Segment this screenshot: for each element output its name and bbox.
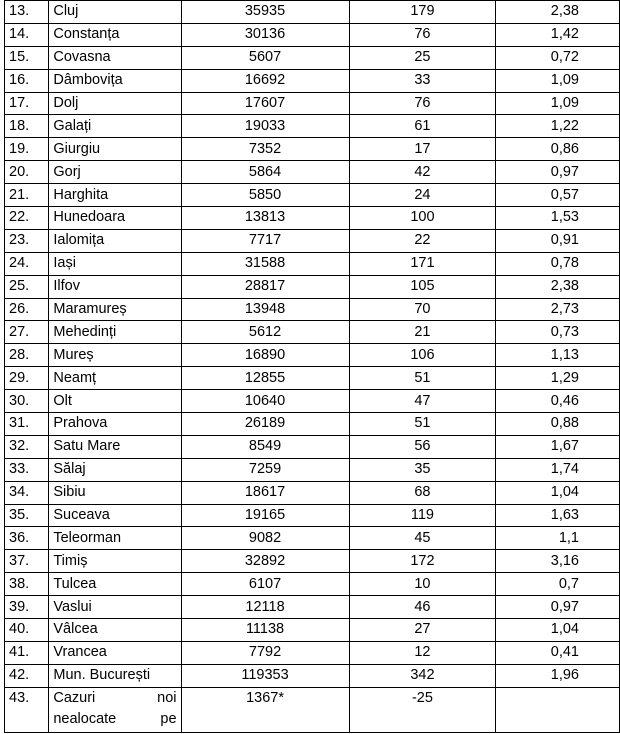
total-cases-cell: 5607 (181, 46, 349, 69)
county-name-cell: Teleorman (49, 527, 181, 550)
incidence-rate-cell: 0,7 (496, 573, 620, 596)
new-cases-cell: 17 (349, 138, 496, 161)
total-cases-cell: 7259 (181, 458, 349, 481)
incidence-rate-cell: 1,96 (496, 664, 620, 687)
table-row (5, 161, 620, 184)
total-cases-cell: 9082 (181, 527, 349, 550)
table-row (5, 367, 620, 390)
new-cases-cell: 42 (349, 161, 496, 184)
new-cases-cell: 342 (349, 664, 496, 687)
table-row (5, 138, 620, 161)
new-cases-cell: 10 (349, 573, 496, 596)
row-number-cell: 38. (5, 573, 49, 596)
table-row (5, 344, 620, 367)
label-line (53, 688, 176, 709)
table-row (5, 46, 620, 69)
county-name-cell: Sălaj (49, 458, 181, 481)
table-body (5, 1, 620, 733)
table-row (5, 619, 620, 642)
incidence-rate-cell: 3,16 (496, 550, 620, 573)
row-number-cell: 36. (5, 527, 49, 550)
incidence-rate-cell: 0,72 (496, 46, 620, 69)
row-number-cell: 40. (5, 619, 49, 642)
total-cases-cell: 5864 (181, 161, 349, 184)
table-row (5, 275, 620, 298)
new-cases-cell: 25 (349, 46, 496, 69)
incidence-rate-cell: 1,04 (496, 619, 620, 642)
incidence-rate-cell (496, 687, 620, 732)
total-cases-cell: 7717 (181, 229, 349, 252)
new-cases-cell: 61 (349, 115, 496, 138)
row-number-cell: 35. (5, 504, 49, 527)
county-name-cell: Dâmbovița (49, 69, 181, 92)
incidence-rate-cell: 1,13 (496, 344, 620, 367)
table-row (5, 207, 620, 230)
total-cases-cell: 32892 (181, 550, 349, 573)
new-cases-cell: 51 (349, 367, 496, 390)
incidence-rate-cell: 1,42 (496, 23, 620, 46)
table-row (5, 321, 620, 344)
table-row (5, 229, 620, 252)
incidence-rate-cell: 1,09 (496, 69, 620, 92)
row-number-cell: 30. (5, 390, 49, 413)
county-name-cell: Hunedoara (49, 207, 181, 230)
total-cases-cell: 18617 (181, 481, 349, 504)
total-cases-cell: 7352 (181, 138, 349, 161)
total-cases-cell: 31588 (181, 252, 349, 275)
total-cases-cell: 19033 (181, 115, 349, 138)
table-row (5, 527, 620, 550)
table-row (5, 92, 620, 115)
county-name-cell: Satu Mare (49, 435, 181, 458)
county-name-cell: Gorj (49, 161, 181, 184)
row-number-cell: 37. (5, 550, 49, 573)
table-row (5, 115, 620, 138)
new-cases-cell: 68 (349, 481, 496, 504)
incidence-rate-cell: 0,73 (496, 321, 620, 344)
new-cases-cell: 119 (349, 504, 496, 527)
incidence-rate-cell: 0,46 (496, 390, 620, 413)
incidence-rate-cell: 0,41 (496, 641, 620, 664)
new-cases-cell: 46 (349, 596, 496, 619)
new-cases-cell: 105 (349, 275, 496, 298)
total-cases-cell: 8549 (181, 435, 349, 458)
incidence-rate-cell: 1,29 (496, 367, 620, 390)
row-number-cell: 33. (5, 458, 49, 481)
county-name-cell: Prahova (49, 413, 181, 436)
total-cases-cell: 19165 (181, 504, 349, 527)
table-row (5, 23, 620, 46)
county-name-cell: Constanța (49, 23, 181, 46)
county-name-cell: Timiș (49, 550, 181, 573)
county-name-cell: Vaslui (49, 596, 181, 619)
row-number-cell: 23. (5, 229, 49, 252)
county-name-cell: Giurgiu (49, 138, 181, 161)
row-number-cell: 31. (5, 413, 49, 436)
county-name-cell: Maramureș (49, 298, 181, 321)
table-row-unallocated (5, 687, 620, 732)
new-cases-cell: 76 (349, 92, 496, 115)
new-cases-cell: 76 (349, 23, 496, 46)
new-cases-cell: 179 (349, 1, 496, 24)
label-word: nealocate (53, 710, 117, 727)
new-cases-cell: 100 (349, 207, 496, 230)
row-number-cell: 27. (5, 321, 49, 344)
total-cases-cell: 1367* (181, 687, 349, 732)
county-name-cell: Vâlcea (49, 619, 181, 642)
county-name-cell: Covasna (49, 46, 181, 69)
incidence-rate-cell: 1,53 (496, 207, 620, 230)
total-cases-cell: 30136 (181, 23, 349, 46)
total-cases-cell: 11138 (181, 619, 349, 642)
county-name-cell: Mun. București (49, 664, 181, 687)
table-row (5, 458, 620, 481)
table-row (5, 435, 620, 458)
row-number-cell: 42. (5, 664, 49, 687)
table-row (5, 184, 620, 207)
row-number-cell: 39. (5, 596, 49, 619)
row-number-cell: 17. (5, 92, 49, 115)
total-cases-cell: 12855 (181, 367, 349, 390)
total-cases-cell: 28817 (181, 275, 349, 298)
row-number-cell: 19. (5, 138, 49, 161)
county-name-cell: Cluj (49, 1, 181, 24)
label-line (53, 709, 176, 730)
total-cases-cell: 7792 (181, 641, 349, 664)
table-row (5, 252, 620, 275)
total-cases-cell: 16692 (181, 69, 349, 92)
table-row (5, 69, 620, 92)
total-cases-cell: 13948 (181, 298, 349, 321)
row-number-cell: 22. (5, 207, 49, 230)
incidence-rate-cell: 1,22 (496, 115, 620, 138)
label-word: Cazuri (53, 689, 96, 706)
row-number-cell: 34. (5, 481, 49, 504)
county-name-cell: Harghita (49, 184, 181, 207)
county-name-cell: Mureș (49, 344, 181, 367)
incidence-rate-cell: 0,57 (496, 184, 620, 207)
new-cases-cell: 51 (349, 413, 496, 436)
table-row (5, 641, 620, 664)
incidence-rate-cell: 2,73 (496, 298, 620, 321)
row-number-cell: 24. (5, 252, 49, 275)
new-cases-cell: 56 (349, 435, 496, 458)
new-cases-cell: 70 (349, 298, 496, 321)
new-cases-cell: 33 (349, 69, 496, 92)
table-row (5, 664, 620, 687)
table-row (5, 298, 620, 321)
county-name-cell: Galați (49, 115, 181, 138)
new-cases-cell: 106 (349, 344, 496, 367)
county-name-cell: Suceava (49, 504, 181, 527)
table-row (5, 596, 620, 619)
total-cases-cell: 35935 (181, 1, 349, 24)
new-cases-cell: 27 (349, 619, 496, 642)
incidence-rate-cell: 0,86 (496, 138, 620, 161)
label-word: noi (157, 689, 177, 706)
row-number-cell: 43. (5, 687, 49, 732)
total-cases-cell: 13813 (181, 207, 349, 230)
row-number-cell: 13. (5, 1, 49, 24)
row-number-cell: 28. (5, 344, 49, 367)
table-row (5, 1, 620, 24)
new-cases-cell: 35 (349, 458, 496, 481)
incidence-rate-cell: 1,09 (496, 92, 620, 115)
new-cases-cell: 47 (349, 390, 496, 413)
new-cases-cell: 24 (349, 184, 496, 207)
new-cases-cell: -25 (349, 687, 496, 732)
table-row (5, 550, 620, 573)
new-cases-cell: 21 (349, 321, 496, 344)
label-word: pe (160, 710, 177, 727)
table-row (5, 504, 620, 527)
incidence-rate-cell: 1,04 (496, 481, 620, 504)
total-cases-cell: 119353 (181, 664, 349, 687)
county-name-cell: Sibiu (49, 481, 181, 504)
total-cases-cell: 17607 (181, 92, 349, 115)
county-cases-table (4, 0, 620, 733)
incidence-rate-cell: 1,1 (496, 527, 620, 550)
county-name-cell: Dolj (49, 92, 181, 115)
total-cases-cell: 6107 (181, 573, 349, 596)
county-name-cell: Ialomița (49, 229, 181, 252)
county-name-cell: Vrancea (49, 641, 181, 664)
total-cases-cell: 12118 (181, 596, 349, 619)
county-name-cell: Ilfov (49, 275, 181, 298)
incidence-rate-cell: 0,91 (496, 229, 620, 252)
total-cases-cell: 16890 (181, 344, 349, 367)
row-number-cell: 29. (5, 367, 49, 390)
table-row (5, 413, 620, 436)
total-cases-cell: 5612 (181, 321, 349, 344)
county-name-cell: Iași (49, 252, 181, 275)
row-number-cell: 20. (5, 161, 49, 184)
row-number-cell: 14. (5, 23, 49, 46)
row-number-cell: 41. (5, 641, 49, 664)
table-row (5, 481, 620, 504)
new-cases-cell: 171 (349, 252, 496, 275)
new-cases-cell: 12 (349, 641, 496, 664)
county-name-cell: Neamț (49, 367, 181, 390)
incidence-rate-cell: 0,97 (496, 161, 620, 184)
unallocated-label-cell (49, 687, 181, 732)
table-row (5, 573, 620, 596)
county-name-cell: Mehedinți (49, 321, 181, 344)
incidence-rate-cell: 2,38 (496, 1, 620, 24)
county-name-cell: Olt (49, 390, 181, 413)
row-number-cell: 16. (5, 69, 49, 92)
county-name-cell: Tulcea (49, 573, 181, 596)
incidence-rate-cell: 1,67 (496, 435, 620, 458)
incidence-rate-cell: 0,88 (496, 413, 620, 436)
row-number-cell: 18. (5, 115, 49, 138)
new-cases-cell: 22 (349, 229, 496, 252)
row-number-cell: 26. (5, 298, 49, 321)
row-number-cell: 15. (5, 46, 49, 69)
row-number-cell: 25. (5, 275, 49, 298)
incidence-rate-cell: 0,78 (496, 252, 620, 275)
incidence-rate-cell: 1,74 (496, 458, 620, 481)
incidence-rate-cell: 0,97 (496, 596, 620, 619)
incidence-rate-cell: 1,63 (496, 504, 620, 527)
new-cases-cell: 172 (349, 550, 496, 573)
row-number-cell: 32. (5, 435, 49, 458)
total-cases-cell: 5850 (181, 184, 349, 207)
total-cases-cell: 26189 (181, 413, 349, 436)
incidence-rate-cell: 2,38 (496, 275, 620, 298)
table-row (5, 390, 620, 413)
row-number-cell: 21. (5, 184, 49, 207)
new-cases-cell: 45 (349, 527, 496, 550)
total-cases-cell: 10640 (181, 390, 349, 413)
